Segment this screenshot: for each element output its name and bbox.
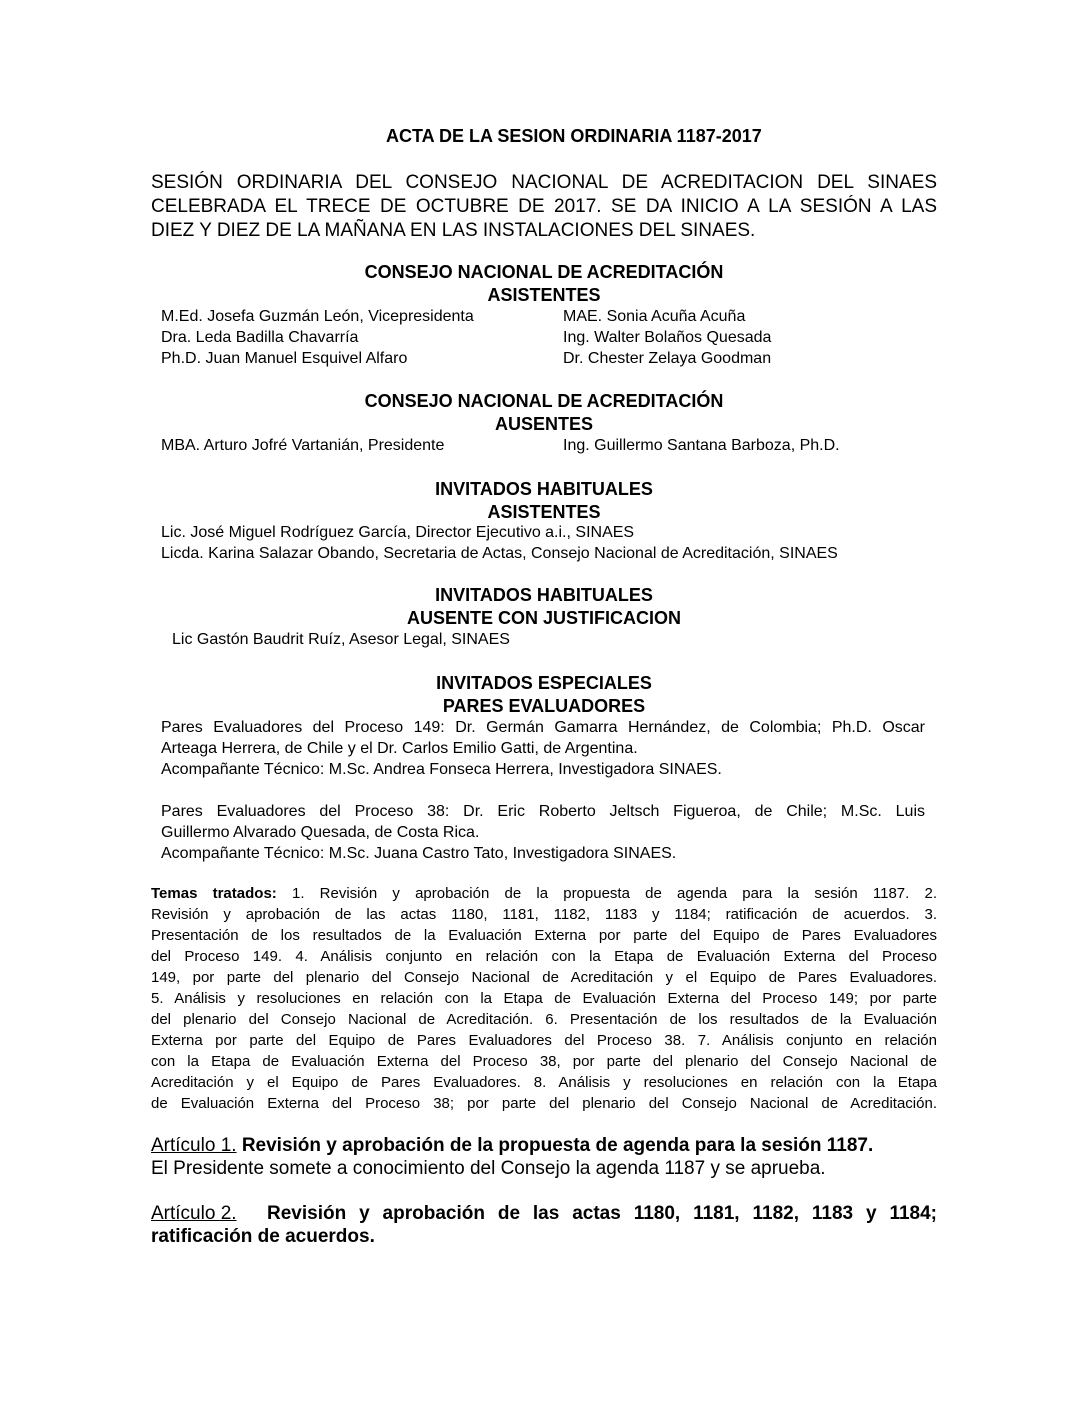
member-present: M.Ed. Josefa Guzmán León, Vicepresidenta [161,308,474,325]
council-present-heading: CONSEJO NACIONAL DE ACREDITACIÓN [364,262,724,282]
topics-line: Acreditación y el Equipo de Pares Evaluadores. 8. Análisis y resoluciones en relación con la Etapa [151,1074,937,1091]
peer-evaluators-38: Guillermo Alvarado Quesada, de Costa Rica. [161,824,480,841]
guest-absent: Lic Gastón Baudrit Ruíz, Asesor Legal, SINAES [172,631,510,648]
council-present-subheading: ASISTENTES [487,285,601,305]
topics-first-line: 1. Revisión y aprobación de la propuesta de agenda para la sesión 1187. 2. [276,885,937,902]
article-1-title: Revisión y aprobación de la propuesta de agenda para la sesión 1187. [236,1135,874,1156]
member-absent: MBA. Arturo Jofré Vartanián, Presidente [161,437,445,454]
member-present: Ph.D. Juan Manuel Esquivel Alfaro [161,350,408,367]
peer-evaluators-149: Arteaga Herrera, de Chile y el Dr. Carlos Emilio Gatti, de Argentina. [161,740,638,757]
intro-line-3: DIEZ Y DIEZ DE LA MAÑANA EN LAS INSTALACIONES DEL SINAES. [151,220,756,241]
peer-evaluators-38: Pares Evaluadores del Proceso 38: Dr. Eric Roberto Jeltsch Figueroa, de Chile; M.Sc. Luis [161,803,925,820]
member-present: MAE. Sonia Acuña Acuña [563,308,746,325]
member-absent: Ing. Guillermo Santana Barboza, Ph.D. [563,437,840,454]
topics-line: con la Etapa de Evaluación Externa del Proceso 38, por parte del plenario del Consejo Nacional de [151,1053,937,1070]
technical-companion-149: Acompañante Técnico: M.Sc. Andrea Fonseca Herrera, Investigadora SINAES. [161,761,722,778]
council-absent-heading: CONSEJO NACIONAL DE ACREDITACIÓN [364,391,724,411]
topics-line: Externa por parte del Equipo de Pares Evaluadores del Proceso 38. 7. Análisis conjunto en relación [151,1032,937,1049]
guests-absent-subheading: AUSENTE CON JUSTIFICACION [406,608,682,628]
member-present: Dr. Chester Zelaya Goodman [563,350,772,367]
guest-present: Lic. José Miguel Rodríguez García, Director Ejecutivo a.i., SINAES [161,524,635,541]
technical-companion-38: Acompañante Técnico: M.Sc. Juana Castro Tato, Investigadora SINAES. [161,845,677,862]
peer-evaluators-149: Pares Evaluadores del Proceso 149: Dr. Germán Gamarra Hernández, de Colombia; Ph.D. Oscar [161,719,925,736]
topics-line: Revisión y aprobación de las actas 1180, 1181, 1182, 1183 y 1184; ratificación de acuerdos. 3. [151,906,937,923]
special-guests-heading: INVITADOS ESPECIALES [436,673,652,693]
article-1-heading [151,1135,873,1157]
council-absent-subheading: AUSENTES [494,414,593,434]
document-title: ACTA DE LA SESION ORDINARIA 1187-2017 [386,126,762,146]
topics-label: Temas tratados: [151,885,277,902]
topics-line: de Evaluación Externa del Proceso 38; por parte del plenario del Consejo Nacional de Acreditación. [151,1095,937,1112]
topics-line [151,885,937,902]
article-2-title-continued: ratificación de acuerdos. [151,1226,375,1247]
member-present: Dra. Leda Badilla Chavarría [161,329,359,346]
topics-line: 5. Análisis y resoluciones en relación con la Etapa de Evaluación Externa del Proceso 149; por parte [151,990,937,1007]
article-2-label: Artículo 2. [151,1203,237,1224]
intro-line-1: SESIÓN ORDINARIA DEL CONSEJO NACIONAL DE ACREDITACION DEL SINAES [151,172,937,193]
guests-absent-heading: INVITADOS HABITUALES [435,585,653,605]
topics-line: Presentación de los resultados de la Evaluación Externa por parte del Equipo de Pares Evaluadores [151,927,937,944]
article-2-title: Revisión y aprobación de las actas 1180, 1181, 1182, 1183 y 1184; [267,1203,937,1224]
article-1-label: Artículo 1. [151,1135,237,1156]
guest-present: Licda. Karina Salazar Obando, Secretaria de Actas, Consejo Nacional de Acreditación, SINAES [161,545,838,562]
article-1-body: El Presidente somete a conocimiento del Consejo la agenda 1187 y se aprueba. [151,1158,826,1179]
special-guests-subheading: PARES EVALUADORES [442,696,646,716]
topics-line: del Proceso 149. 4. Análisis conjunto en relación con la Etapa de Evaluación Externa del Proceso [151,948,937,965]
member-present: Ing. Walter Bolaños Quesada [563,329,772,346]
guests-present-subheading: ASISTENTES [487,502,601,522]
guests-present-heading: INVITADOS HABITUALES [435,479,653,499]
topics-line: del plenario del Consejo Nacional de Acreditación. 6. Presentación de los resultados de la Evaluación [151,1011,937,1028]
intro-line-2: CELEBRADA EL TRECE DE OCTUBRE DE 2017. SE DA INICIO A LA SESIÓN A LAS [151,196,937,217]
topics-line: 149, por parte del plenario del Consejo Nacional de Acreditación y el Equipo de Pares Evaluadores. [151,969,937,986]
